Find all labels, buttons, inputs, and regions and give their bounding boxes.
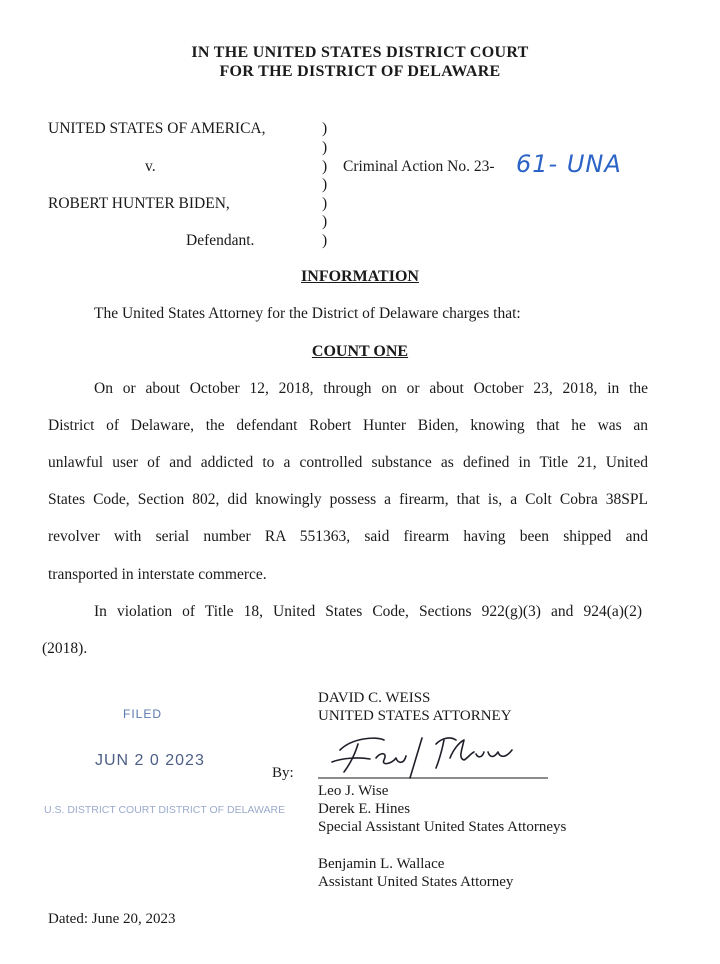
us-attorney-title: UNITED STATES ATTORNEY: [318, 708, 512, 724]
count-text-line: transported in interstate commerce.: [48, 566, 267, 583]
stamp-date: JUN 2 0 2023: [95, 752, 205, 769]
stamp-filed: FILED: [123, 707, 163, 721]
caption-paren: ): [322, 213, 328, 230]
versus: v.: [145, 158, 156, 175]
court-name-line-1: IN THE UNITED STATES DISTRICT COURT: [191, 44, 529, 61]
violation-text-line: (2018).: [42, 640, 88, 657]
defendant-name: ROBERT HUNTER BIDEN,: [48, 195, 230, 212]
caption-paren: ): [322, 139, 328, 156]
intro-text: The United States Attorney for the District of Delaware charges that:: [94, 305, 521, 322]
caption-paren: ): [322, 232, 328, 249]
plaintiff-name: UNITED STATES OF AMERICA,: [48, 120, 266, 137]
count-text-line: On or about October 12, 2018, through on or about October 23, 2018, in the: [94, 380, 648, 397]
signer-name: Benjamin L. Wallace: [318, 856, 445, 872]
criminal-action-label: Criminal Action No. 23-: [343, 158, 495, 175]
case-number-handwritten: 61- UNA: [516, 150, 622, 178]
caption-paren: ): [322, 195, 328, 212]
count-text-line: revolver with serial number RA 551363, said firearm having been shipped and: [48, 528, 648, 545]
us-attorney-name: DAVID C. WEISS: [318, 690, 431, 706]
information-heading: INFORMATION: [301, 268, 419, 285]
handwritten-signature: [318, 728, 550, 780]
caption-paren: ): [322, 158, 328, 175]
court-name-line-2: FOR THE DISTRICT OF DELAWARE: [219, 63, 501, 80]
by-label: By:: [272, 765, 294, 781]
count-text-line: States Code, Section 802, did knowingly possess a firearm, that is, a Colt Cobra 38SPL: [48, 491, 648, 508]
signer-title: Assistant United States Attorney: [318, 874, 514, 890]
count-one-heading: COUNT ONE: [311, 343, 409, 360]
caption-paren: ): [322, 176, 328, 193]
caption-paren: ): [322, 120, 328, 137]
stamp-court: U.S. DISTRICT COURT DISTRICT OF DELAWARE: [44, 804, 286, 816]
defendant-label: Defendant.: [186, 232, 255, 249]
signer-name: Leo J. Wise: [318, 783, 389, 799]
dated-line: Dated: June 20, 2023: [48, 911, 176, 927]
count-text-line: District of Delaware, the defendant Robert Hunter Biden, knowing that he was an: [48, 417, 648, 434]
count-text-line: unlawful user of and addicted to a controlled substance as defined in Title 21, United: [48, 454, 648, 471]
signer-name: Derek E. Hines: [318, 801, 411, 817]
violation-text-line: In violation of Title 18, United States Code, Sections 922(g)(3) and 924(a)(2): [94, 603, 642, 620]
signer-title: Special Assistant United States Attorneys: [318, 819, 567, 835]
